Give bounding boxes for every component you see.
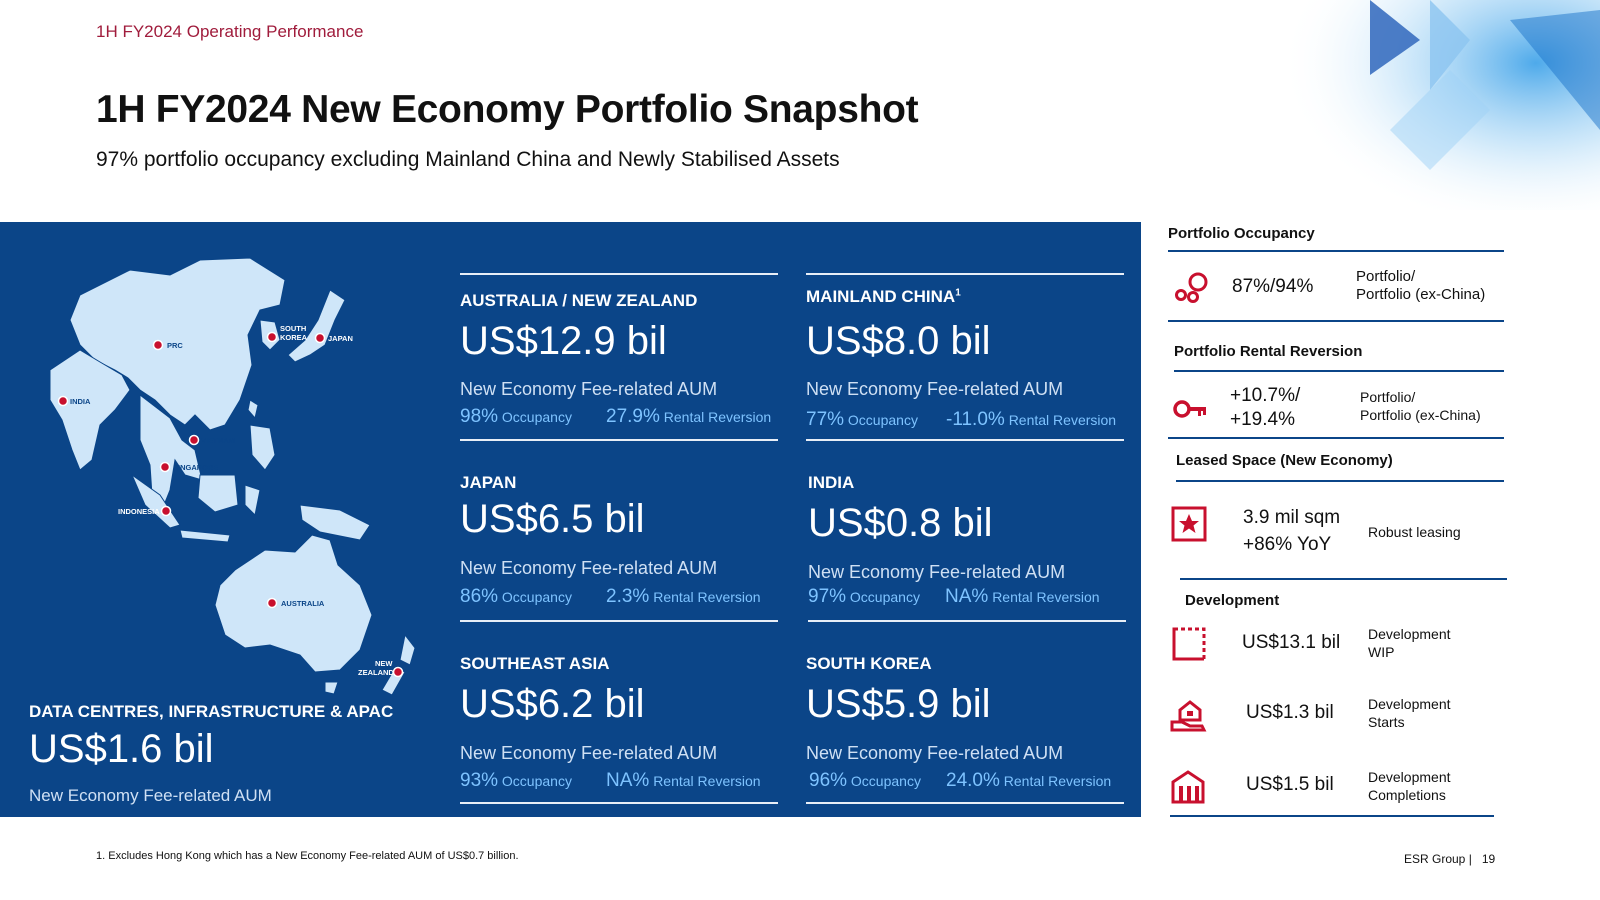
region-aum-desc: New Economy Fee-related AUM xyxy=(808,562,1066,582)
region-name: INDIA xyxy=(808,473,855,492)
region-aum-desc: New Economy Fee-related AUM xyxy=(460,743,718,763)
region-card-mainland-china xyxy=(806,273,1124,443)
reversion-value: NA% xyxy=(606,770,650,791)
reversion-bottom-rule xyxy=(1168,437,1504,439)
hand-house-icon xyxy=(1170,696,1208,734)
occupancy-label: Occupancy xyxy=(849,589,920,605)
development-starts-label: Development Starts xyxy=(1368,696,1451,730)
reversion-value: -11.0% xyxy=(946,409,1005,430)
occupancy-value: 98% xyxy=(460,406,499,427)
map-label-new-zealand-2: ZEALAND xyxy=(358,668,394,677)
reversion-label: Rental Reversion xyxy=(653,589,761,605)
indonesia-marker xyxy=(162,507,171,516)
reversion-label: Rental Reversion xyxy=(653,773,761,789)
occupancy-value: 97% xyxy=(808,586,847,607)
development-bottom-rule xyxy=(1170,815,1494,817)
occupancy-label: Occupancy xyxy=(501,409,572,425)
circles-icon xyxy=(1172,270,1210,308)
new-zealand-marker xyxy=(394,668,403,677)
prc-marker xyxy=(154,341,163,350)
development-heading: Development xyxy=(1185,592,1280,609)
development-completions-label: Development Completions xyxy=(1368,769,1451,803)
map-label-south-korea-1: SOUTH xyxy=(280,324,307,333)
map-label-singapore: SINGAPORE xyxy=(173,463,219,472)
region-card-japan xyxy=(460,455,778,625)
region-aum-value: US$12.9 bil xyxy=(460,319,667,363)
occupancy-label: Occupancy xyxy=(501,773,572,789)
region-card-australia-nz xyxy=(460,273,778,443)
india-marker xyxy=(59,397,68,406)
map-label-south-korea-2: KOREA xyxy=(280,333,308,342)
region-metrics xyxy=(460,770,778,792)
asia-pacific-map xyxy=(20,250,450,700)
leased-top-rule xyxy=(1176,480,1504,482)
leased-value: 3.9 mil sqm +86% YoY xyxy=(1243,507,1341,555)
map-label-indonesia: INDONESIA xyxy=(118,507,160,516)
region-aum-value: US$6.5 bil xyxy=(460,497,645,541)
region-aum-desc: New Economy Fee-related AUM xyxy=(460,558,718,578)
data-centres-value: US$1.6 bil xyxy=(29,727,214,771)
reversion-heading: Portfolio Rental Reversion xyxy=(1174,343,1363,360)
map-label-india: INDIA xyxy=(70,397,91,406)
reversion-top-rule xyxy=(1174,370,1504,372)
region-aum-desc: New Economy Fee-related AUM xyxy=(806,379,1064,399)
map-label-new-zealand-1: NEW xyxy=(375,659,393,668)
region-metrics xyxy=(808,586,1126,608)
occupancy-label: Occupancy xyxy=(501,589,572,605)
region-card-south-korea xyxy=(806,636,1124,806)
region-bottom-rule xyxy=(806,439,1124,441)
footnote: 1. Excludes Hong Kong which has a New Economy Fee-related AUM of US$0.7 billion. xyxy=(96,850,519,862)
map-label-japan: JAPAN xyxy=(328,334,353,343)
decorative-arrows-graphic xyxy=(1280,0,1600,210)
data-centres-title: DATA CENTRES, INFRASTRUCTURE & APAC xyxy=(29,702,394,721)
region-aum-value: US$8.0 bil xyxy=(806,319,991,363)
australia-marker xyxy=(268,599,277,608)
map-label-prc: PRC xyxy=(167,341,183,350)
region-metrics xyxy=(806,409,1124,431)
map-label-australia: AUSTRALIA xyxy=(281,599,325,608)
page-title: 1H FY2024 New Economy Portfolio Snapshot xyxy=(96,88,919,131)
page-number: 19 xyxy=(1481,852,1496,866)
data-centres-desc: New Economy Fee-related AUM xyxy=(29,786,272,805)
region-bottom-rule xyxy=(808,620,1126,622)
vietnam-marker xyxy=(190,436,199,445)
reversion-value: +10.7%/ +19.4% xyxy=(1230,385,1301,430)
region-card-southeast-asia xyxy=(460,636,778,806)
leased-bottom-rule xyxy=(1180,578,1507,580)
region-bottom-rule xyxy=(460,620,778,622)
region-card-india xyxy=(808,455,1126,625)
building-icon xyxy=(1170,768,1208,806)
south-korea-marker xyxy=(268,333,277,342)
occupancy-bottom-rule xyxy=(1168,320,1504,322)
region-aum-value: US$6.2 bil xyxy=(460,682,645,726)
region-metrics xyxy=(806,770,1124,792)
leased-heading: Leased Space (New Economy) xyxy=(1176,452,1393,469)
region-name: SOUTHEAST ASIA xyxy=(460,654,610,673)
development-wip-value: US$13.1 bil xyxy=(1242,632,1341,653)
japan-marker xyxy=(316,334,325,343)
development-starts-value: US$1.3 bil xyxy=(1246,702,1334,723)
occupancy-value: 86% xyxy=(460,586,499,607)
reversion-value: 27.9% xyxy=(606,406,660,427)
occupancy-label: Occupancy xyxy=(850,773,921,789)
region-bottom-rule xyxy=(460,802,778,804)
occupancy-heading: Portfolio Occupancy xyxy=(1168,225,1315,242)
leased-label: Robust leasing xyxy=(1368,524,1461,540)
reversion-value: 2.3% xyxy=(606,586,650,607)
reversion-label: Rental Reversion xyxy=(1008,412,1117,428)
reversion-value: 24.0% xyxy=(946,770,1000,791)
region-name: AUSTRALIA / NEW ZEALAND xyxy=(460,291,698,310)
occupancy-value: 96% xyxy=(809,770,848,791)
region-name: SOUTH KOREA xyxy=(806,654,932,673)
development-wip-label: Development WIP xyxy=(1368,626,1451,660)
region-bottom-rule xyxy=(460,439,778,441)
occupancy-value: 77% xyxy=(806,409,845,430)
singapore-marker xyxy=(161,463,170,472)
region-metrics xyxy=(460,406,778,428)
occupancy-value: 93% xyxy=(460,770,499,791)
occupancy-value: 87%/94% xyxy=(1232,276,1314,297)
reversion-label: Rental Reversion xyxy=(663,409,772,425)
occupancy-label: Portfolio/ Portfolio (ex-China) xyxy=(1356,268,1486,303)
key-icon xyxy=(1172,390,1210,428)
section-label: 1H FY2024 Operating Performance xyxy=(96,22,364,41)
map-label-vietnam: VIETNAM xyxy=(201,436,235,445)
reversion-value: NA% xyxy=(945,586,989,607)
region-metrics xyxy=(460,586,778,608)
occupancy-label: Occupancy xyxy=(847,412,918,428)
region-bottom-rule xyxy=(806,802,1124,804)
page-footer xyxy=(1404,852,1495,866)
blueprint-icon xyxy=(1170,625,1208,663)
company-name: ESR Group | xyxy=(1404,852,1472,866)
region-top-rule xyxy=(460,273,778,275)
region-top-rule xyxy=(806,273,1124,275)
region-name: JAPAN xyxy=(460,473,517,492)
reversion-label: Rental Reversion xyxy=(992,589,1100,605)
occupancy-top-rule xyxy=(1168,250,1504,252)
subtitle: 97% portfolio occupancy excluding Mainland China and Newly Stabilised Assets xyxy=(96,148,840,171)
region-aum-value: US$5.9 bil xyxy=(806,682,991,726)
star-box-icon xyxy=(1170,505,1208,543)
reversion-label: Portfolio/ Portfolio (ex-China) xyxy=(1360,389,1481,423)
region-aum-desc: New Economy Fee-related AUM xyxy=(806,743,1064,763)
region-name: MAINLAND CHINA$^1$ xyxy=(806,287,961,306)
development-completions-value: US$1.5 bil xyxy=(1246,774,1334,795)
region-aum-value: US$0.8 bil xyxy=(808,501,993,545)
reversion-label: Rental Reversion xyxy=(1003,773,1112,789)
region-aum-desc: New Economy Fee-related AUM xyxy=(460,379,718,399)
